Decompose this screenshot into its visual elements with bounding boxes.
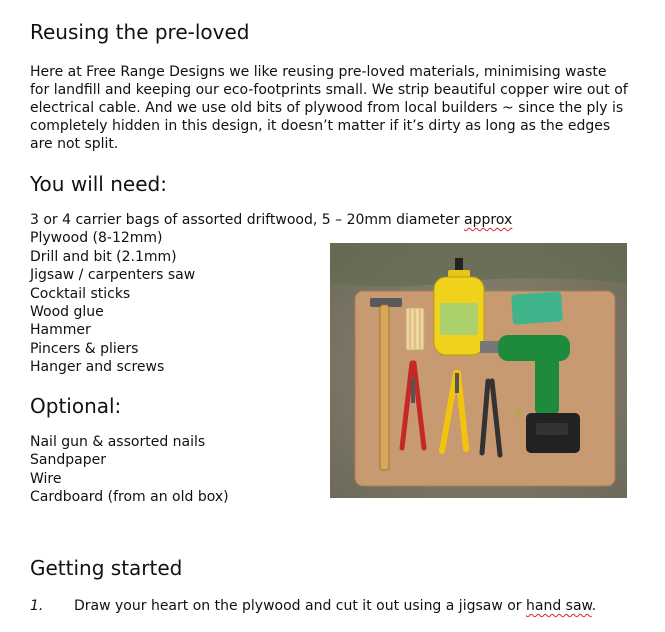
- step-number: 1.: [30, 598, 44, 614]
- section-heading-optional: Optional:: [30, 394, 122, 418]
- list-item: Cocktail sticks: [30, 285, 131, 302]
- list-item: Plywood (8-12mm): [30, 230, 163, 247]
- list-item: Hanger and screws: [30, 359, 165, 376]
- list-item: Jigsaw / carpenters saw: [30, 267, 196, 284]
- list-item: Cardboard (from an old box): [30, 489, 229, 506]
- list-item: Drill and bit (2.1mm): [30, 248, 177, 265]
- list-item: Nail gun & assorted nails: [30, 434, 206, 450]
- screws-icon: [514, 409, 522, 417]
- list-item: Pincers & pliers: [30, 340, 139, 357]
- spellcheck-flag: approx: [464, 212, 513, 228]
- tools-photo: [330, 243, 627, 498]
- optional-list: [30, 433, 229, 507]
- cocktail-sticks-icon: [406, 308, 424, 350]
- spellcheck-flag: hand saw: [526, 598, 592, 614]
- section-heading-you-will-need: You will need:: [30, 172, 167, 196]
- list-item: Wire: [30, 470, 62, 487]
- tape-roll-icon: [511, 291, 563, 324]
- list-item: Sandpaper: [30, 452, 106, 469]
- intro-paragraph: Here at Free Range Designs we like reusing pre-loved materials, minimising waste for landfill and keeping our eco-footprints small. We strip beautiful copper wire out of electrical cable. And we use old bits of plywood from local builders ~ since the ply is completely hidden in this design, it doesn’t matter if it’s dirty as long as the edges are not split.: [30, 64, 628, 152]
- list-item: 3 or 4 carrier bags of assorted driftwood, 5 – 20mm diameter approx: [30, 212, 513, 228]
- list-item: Wood glue: [30, 304, 104, 321]
- list-item: Hammer: [30, 322, 91, 339]
- step-item: 1. Draw your heart on the plywood and cut it out using a jigsaw or hand saw.: [30, 598, 597, 614]
- section-heading-getting-started: Getting started: [30, 556, 183, 580]
- section-heading-reusing: Reusing the pre-loved: [30, 20, 250, 44]
